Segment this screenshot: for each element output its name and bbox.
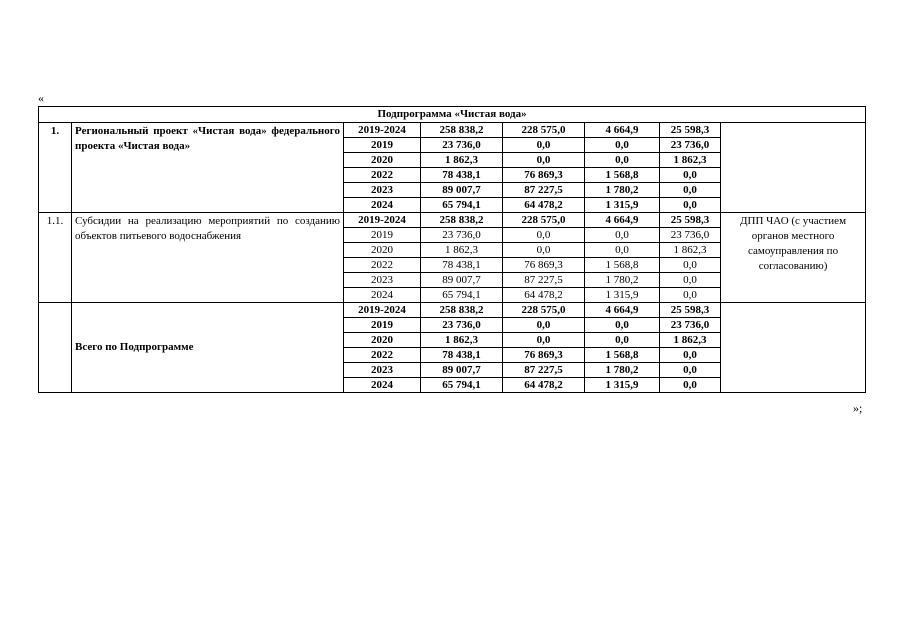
federal-budget-cell: 87 227,5 xyxy=(503,183,585,198)
local-budget-cell: 23 736,0 xyxy=(660,138,721,153)
federal-budget-cell: 64 478,2 xyxy=(503,288,585,303)
year-cell: 2024 xyxy=(344,288,421,303)
row-number: 1.1. xyxy=(39,213,72,303)
local-budget-cell: 25 598,3 xyxy=(660,123,721,138)
regional-budget-cell: 0,0 xyxy=(585,153,660,168)
year-cell: 2024 xyxy=(344,378,421,393)
total-cell: 65 794,1 xyxy=(421,378,503,393)
total-cell: 89 007,7 xyxy=(421,183,503,198)
federal-budget-cell: 0,0 xyxy=(503,228,585,243)
local-budget-cell: 0,0 xyxy=(660,258,721,273)
year-cell: 2023 xyxy=(344,363,421,378)
subprogram-title: Подпрограмма «Чистая вода» xyxy=(39,107,866,123)
total-cell: 258 838,2 xyxy=(421,123,503,138)
local-budget-cell: 25 598,3 xyxy=(660,213,721,228)
local-budget-cell: 1 862,3 xyxy=(660,243,721,258)
total-cell: 23 736,0 xyxy=(421,318,503,333)
year-cell: 2022 xyxy=(344,258,421,273)
table-title-row xyxy=(39,107,866,123)
table-row xyxy=(39,123,866,138)
federal-budget-cell: 0,0 xyxy=(503,318,585,333)
closing-quote-mark: »; xyxy=(853,401,863,415)
local-budget-cell: 1 862,3 xyxy=(660,153,721,168)
table-row xyxy=(39,213,866,228)
year-cell: 2022 xyxy=(344,348,421,363)
federal-budget-cell: 87 227,5 xyxy=(503,363,585,378)
measure-name: Субсидии на реализацию мероприятий по созданию объектов питьевого водоснабжения xyxy=(72,213,344,303)
regional-budget-cell: 4 664,9 xyxy=(585,303,660,318)
year-cell: 2019 xyxy=(344,138,421,153)
year-cell: 2020 xyxy=(344,153,421,168)
regional-budget-cell: 4 664,9 xyxy=(585,123,660,138)
executor-cell xyxy=(721,123,866,213)
regional-budget-cell: 1 315,9 xyxy=(585,378,660,393)
regional-budget-cell: 0,0 xyxy=(585,138,660,153)
federal-budget-cell: 76 869,3 xyxy=(503,348,585,363)
year-cell: 2019-2024 xyxy=(344,213,421,228)
total-cell: 89 007,7 xyxy=(421,273,503,288)
local-budget-cell: 0,0 xyxy=(660,363,721,378)
federal-budget-cell: 64 478,2 xyxy=(503,198,585,213)
federal-budget-cell: 228 575,0 xyxy=(503,123,585,138)
total-cell: 258 838,2 xyxy=(421,303,503,318)
total-cell: 65 794,1 xyxy=(421,198,503,213)
year-cell: 2019-2024 xyxy=(344,303,421,318)
local-budget-cell: 23 736,0 xyxy=(660,318,721,333)
local-budget-cell: 0,0 xyxy=(660,273,721,288)
total-cell: 23 736,0 xyxy=(421,228,503,243)
federal-budget-cell: 228 575,0 xyxy=(503,303,585,318)
total-cell: 23 736,0 xyxy=(421,138,503,153)
subprogram-finance-table xyxy=(38,106,866,393)
total-cell: 78 438,1 xyxy=(421,258,503,273)
total-cell: 1 862,3 xyxy=(421,333,503,348)
regional-budget-cell: 1 780,2 xyxy=(585,183,660,198)
federal-budget-cell: 0,0 xyxy=(503,153,585,168)
executor-cell xyxy=(721,303,866,393)
year-cell: 2023 xyxy=(344,183,421,198)
total-cell: 1 862,3 xyxy=(421,153,503,168)
regional-budget-cell: 0,0 xyxy=(585,228,660,243)
regional-budget-cell: 1 568,8 xyxy=(585,258,660,273)
year-cell: 2019 xyxy=(344,228,421,243)
regional-budget-cell: 1 315,9 xyxy=(585,288,660,303)
total-cell: 78 438,1 xyxy=(421,348,503,363)
federal-budget-cell: 228 575,0 xyxy=(503,213,585,228)
local-budget-cell: 0,0 xyxy=(660,198,721,213)
regional-budget-cell: 4 664,9 xyxy=(585,213,660,228)
year-cell: 2020 xyxy=(344,243,421,258)
local-budget-cell: 0,0 xyxy=(660,288,721,303)
federal-budget-cell: 76 869,3 xyxy=(503,258,585,273)
federal-budget-cell: 0,0 xyxy=(503,138,585,153)
total-cell: 1 862,3 xyxy=(421,243,503,258)
federal-budget-cell: 0,0 xyxy=(503,333,585,348)
measure-name: Региональный проект «Чистая вода» федерального проекта «Чистая вода» xyxy=(72,123,344,213)
total-cell: 258 838,2 xyxy=(421,213,503,228)
year-cell: 2024 xyxy=(344,198,421,213)
table-row xyxy=(39,303,866,318)
federal-budget-cell: 87 227,5 xyxy=(503,273,585,288)
federal-budget-cell: 76 869,3 xyxy=(503,168,585,183)
year-cell: 2019 xyxy=(344,318,421,333)
local-budget-cell: 0,0 xyxy=(660,378,721,393)
regional-budget-cell: 1 568,8 xyxy=(585,348,660,363)
regional-budget-cell: 1 780,2 xyxy=(585,363,660,378)
regional-budget-cell: 0,0 xyxy=(585,333,660,348)
opening-quote-mark: « xyxy=(38,91,44,105)
year-cell: 2022 xyxy=(344,168,421,183)
year-cell: 2020 xyxy=(344,333,421,348)
regional-budget-cell: 1 780,2 xyxy=(585,273,660,288)
year-cell: 2019-2024 xyxy=(344,123,421,138)
regional-budget-cell: 0,0 xyxy=(585,318,660,333)
total-cell: 78 438,1 xyxy=(421,168,503,183)
local-budget-cell: 0,0 xyxy=(660,183,721,198)
regional-budget-cell: 0,0 xyxy=(585,243,660,258)
regional-budget-cell: 1 568,8 xyxy=(585,168,660,183)
regional-budget-cell: 1 315,9 xyxy=(585,198,660,213)
local-budget-cell: 25 598,3 xyxy=(660,303,721,318)
local-budget-cell: 23 736,0 xyxy=(660,228,721,243)
federal-budget-cell: 0,0 xyxy=(503,243,585,258)
row-number xyxy=(39,303,72,393)
row-number: 1. xyxy=(39,123,72,213)
local-budget-cell: 0,0 xyxy=(660,168,721,183)
local-budget-cell: 1 862,3 xyxy=(660,333,721,348)
total-cell: 89 007,7 xyxy=(421,363,503,378)
executor-cell: ДПП ЧАО (с участием органов местного самоуправления по согласованию) xyxy=(721,213,866,303)
local-budget-cell: 0,0 xyxy=(660,348,721,363)
year-cell: 2023 xyxy=(344,273,421,288)
total-label: Всего по Подпрограмме xyxy=(72,303,344,393)
total-cell: 65 794,1 xyxy=(421,288,503,303)
federal-budget-cell: 64 478,2 xyxy=(503,378,585,393)
